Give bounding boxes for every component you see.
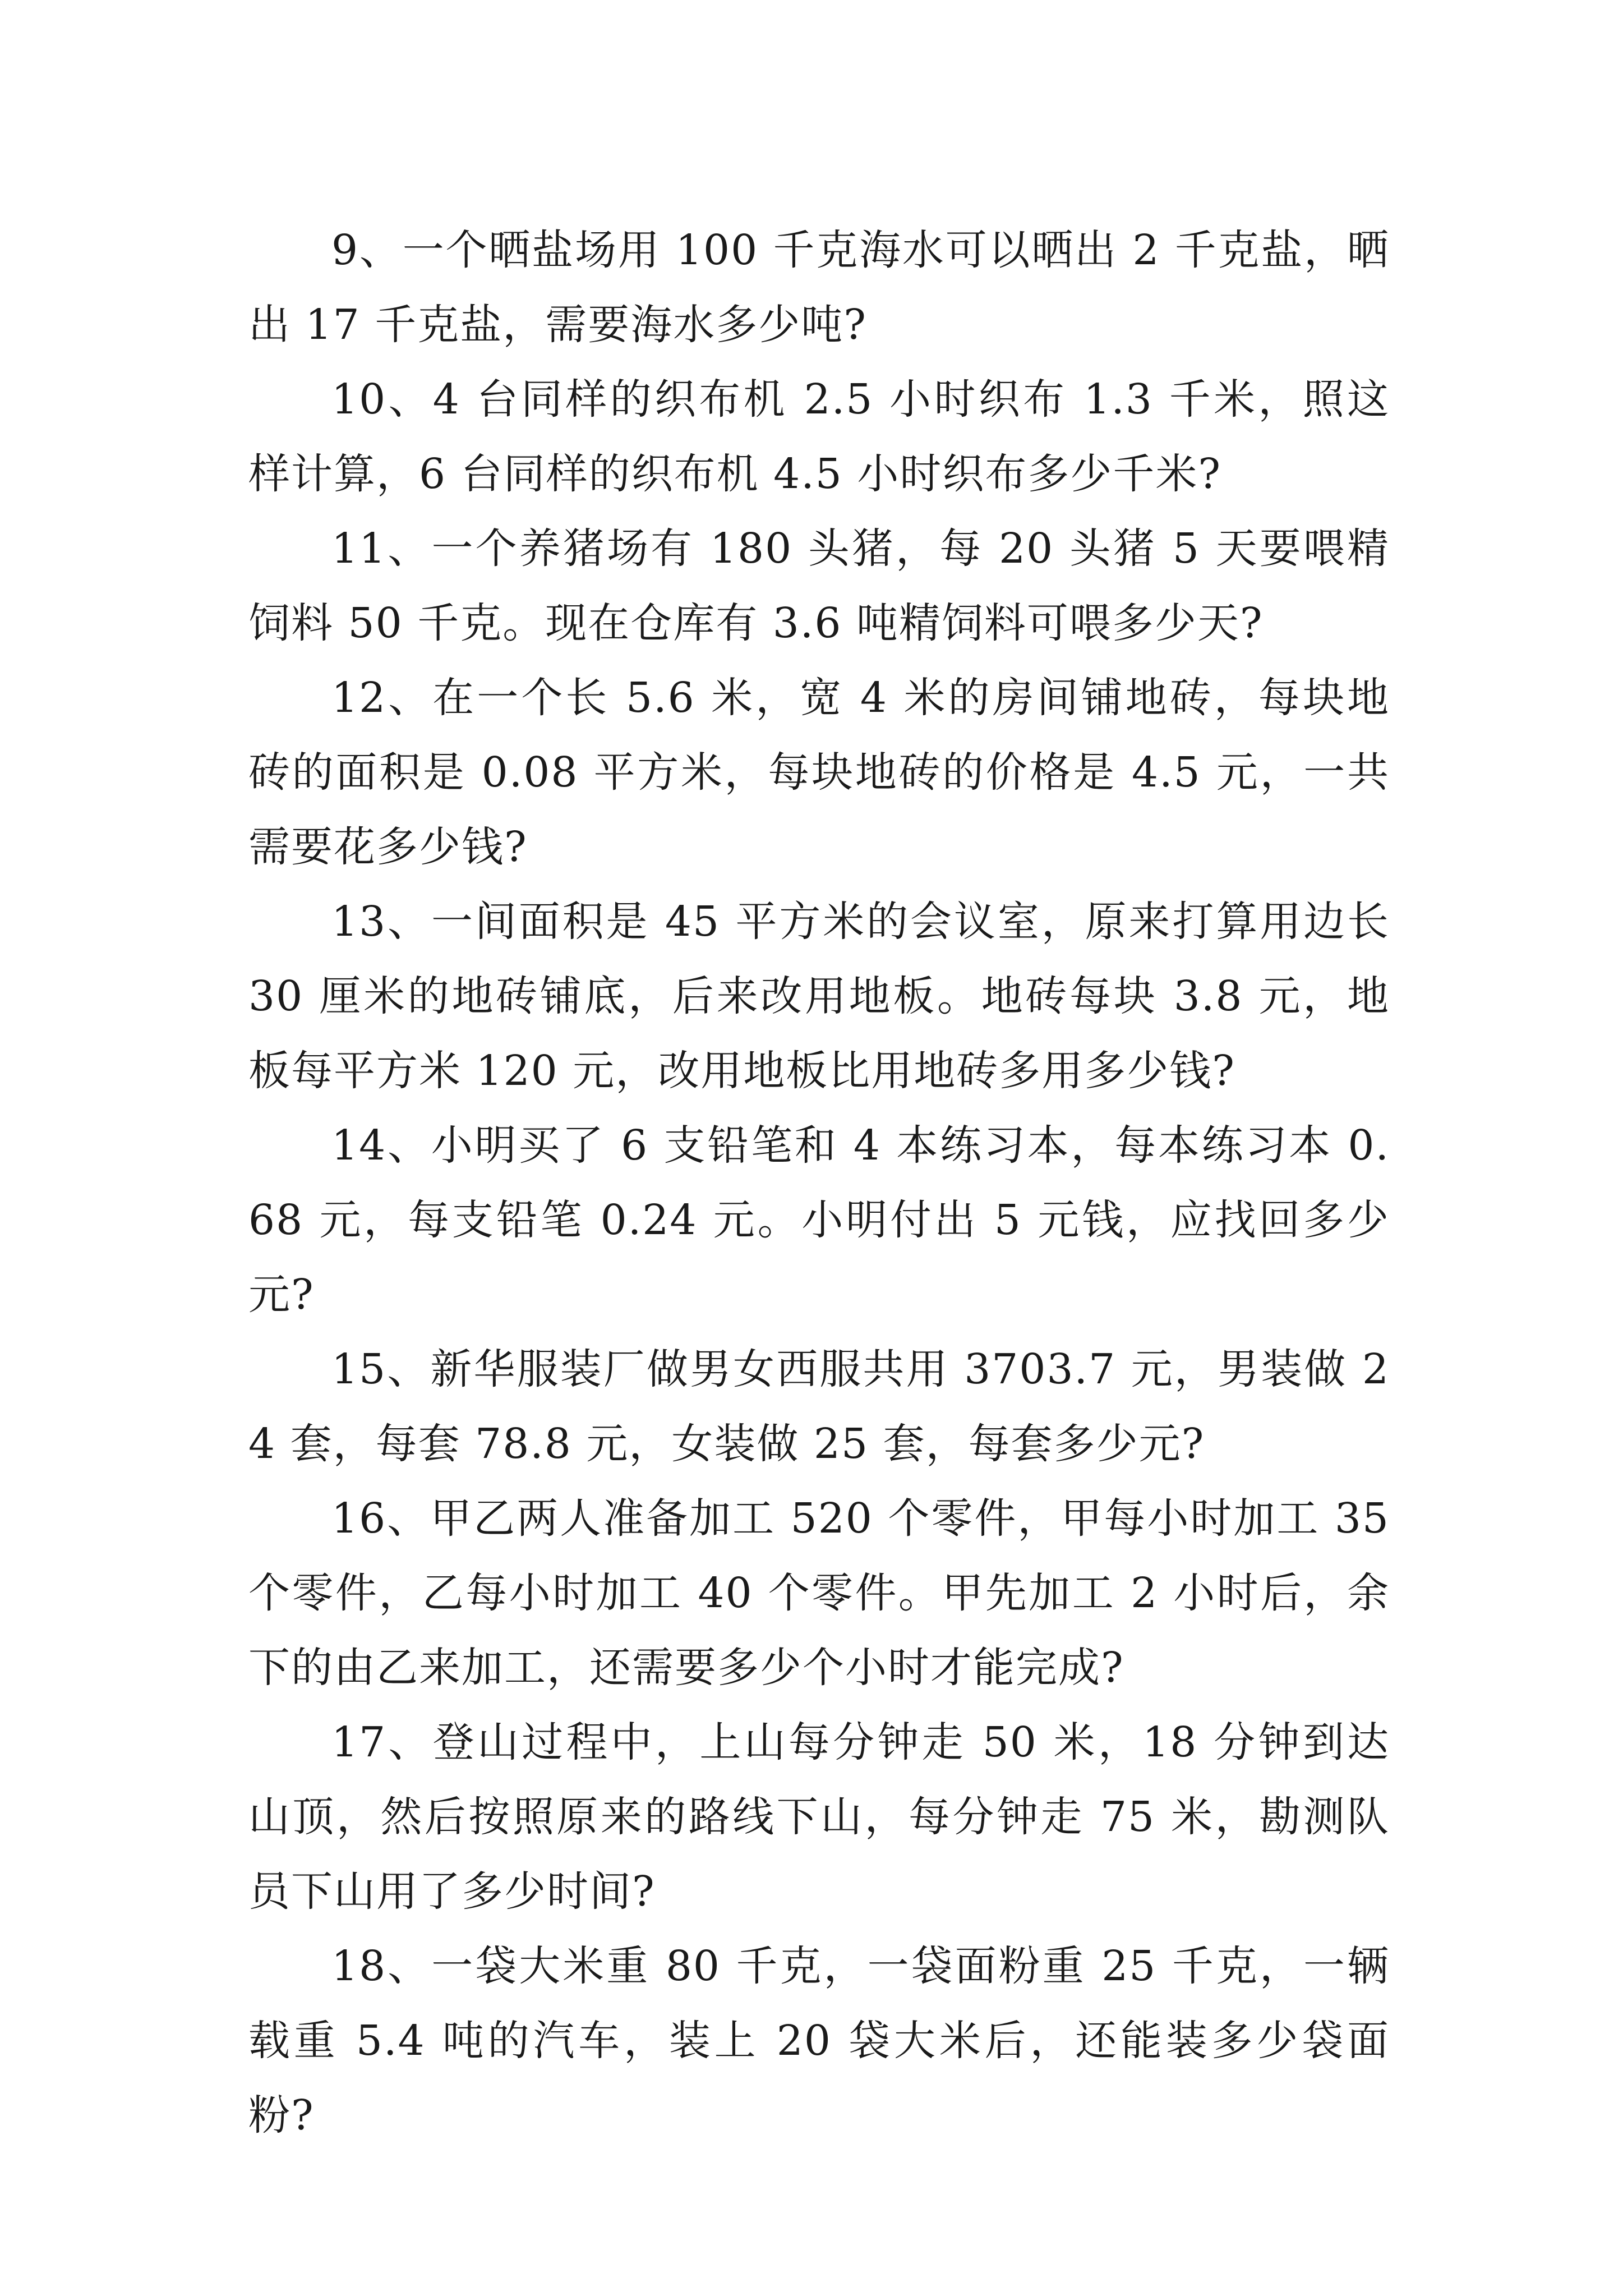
problem-17: 17、登山过程中，上山每分钟走 50 米，18 分钟到达山顶，然后按照原来的路线下山，每分钟走 75 米，勘测队员下山用了多少时间? <box>248 1718 1390 1916</box>
problem-10: 10、4 台同样的织布机 2.5 小时织布 1.3 千米，照这样计算，6 台同样的织布机 4.5 小时织布多少千米? <box>248 375 1390 498</box>
problem-13: 13、一间面积是 45 平方米的会议室，原来打算用边长 30 厘米的地砖铺底，后来改用地板。地砖每块 3.8 元，地板每平方米 120 元，改用地板比用地砖多用多少钱? <box>248 898 1390 1095</box>
problem-16: 16、甲乙两人准备加工 520 个零件，甲每小时加工 35 个零件，乙每小时加工 40 个零件。甲先加工 2 小时后，余下的由乙来加工，还需要多少个小时才能完成? <box>248 1494 1390 1692</box>
problem-9: 9、一个晒盐场用 100 千克海水可以晒出 2 千克盐，晒出 17 千克盐，需要海水多少吨? <box>248 226 1390 349</box>
problem-14: 14、小明买了 6 支铅笔和 4 本练习本，每本练习本 0.68 元，每支铅笔 0.24 元。小明付出 5 元钱，应找回多少元? <box>248 1121 1390 1319</box>
problem-12: 12、在一个长 5.6 米，宽 4 米的房间铺地砖，每块地砖的面积是 0.08 平方米，每块地砖的价格是 4.5 元，一共需要花多少钱? <box>248 674 1390 871</box>
problem-list <box>248 213 1390 2153</box>
problem-15: 15、新华服装厂做男女西服共用 3703.7 元，男装做 24 套，每套 78.8 元，女装做 25 套，每套多少元? <box>248 1345 1390 1468</box>
problem-18: 18、一袋大米重 80 千克，一袋面粉重 25 千克，一辆载重 5.4 吨的汽车，装上 20 袋大米后，还能装多少袋面粉? <box>248 1942 1390 2139</box>
problem-11: 11、一个养猪场有 180 头猪，每 20 头猪 5 天要喂精饲料 50 千克。现在仓库有 3.6 吨精饲料可喂多少天? <box>248 524 1390 647</box>
